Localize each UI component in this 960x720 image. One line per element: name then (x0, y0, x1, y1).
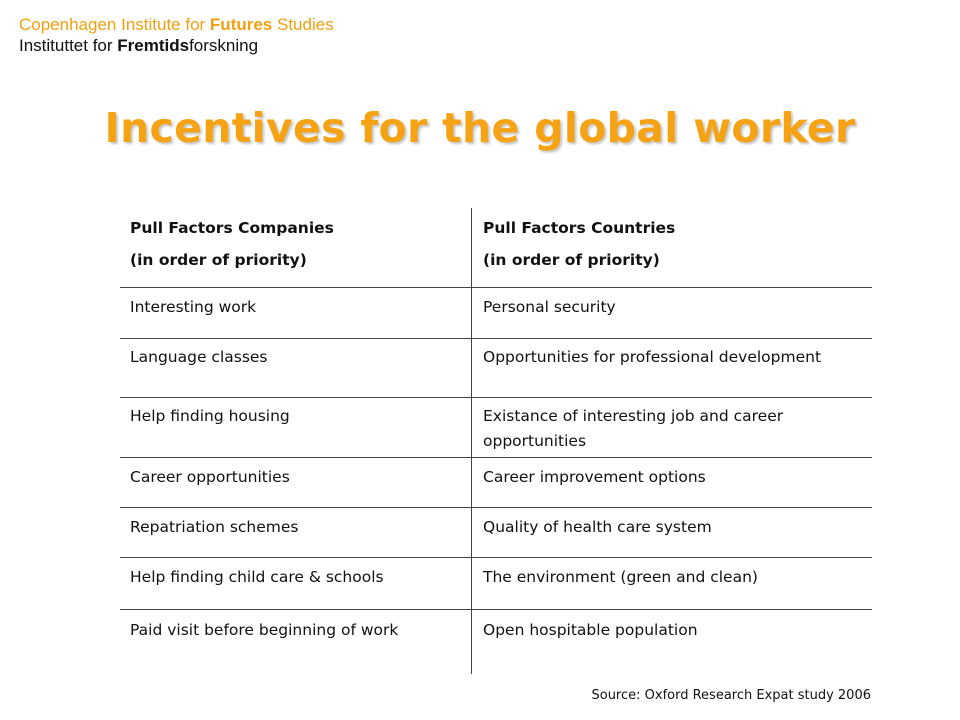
column-divider (471, 208, 472, 674)
table-cell-country: Career improvement options (483, 468, 706, 486)
organization-header (19, 14, 334, 56)
table-cell-country: Open hospitable population (483, 621, 698, 639)
org-da-bold: Fremtids (117, 36, 190, 55)
table-cell-company: Language classes (130, 348, 268, 366)
header-companies-subtitle: (in order of priority) (130, 251, 307, 269)
table-cell-company: Interesting work (130, 298, 257, 316)
org-name-english (19, 14, 334, 35)
header-companies (130, 212, 465, 276)
table-cell-company: Repatriation schemes (130, 518, 299, 536)
pull-factors-table (120, 208, 872, 674)
org-da-suffix: forskning (189, 36, 259, 55)
table-cell-company: Help finding housing (130, 407, 290, 425)
source-citation: Source: Oxford Research Expat study 2006 (591, 688, 871, 703)
org-da-prefix: Instituttet for (19, 36, 118, 55)
table-cell-country: Quality of health care system (483, 518, 712, 536)
header-countries-subtitle: (in order of priority) (483, 251, 660, 269)
row-divider (120, 507, 872, 508)
org-name-danish (19, 35, 334, 56)
row-divider (120, 457, 872, 458)
table-cell-company: Career opportunities (130, 468, 290, 486)
org-en-suffix: Studies (272, 15, 334, 34)
table-cell-company: Help finding child care & schools (130, 568, 384, 586)
table-cell-company: Paid visit before beginning of work (130, 621, 399, 639)
header-countries-title: Pull Factors Countries (483, 219, 676, 237)
table-cell-country: Personal security (483, 298, 616, 316)
row-divider (120, 338, 872, 339)
header-companies-title: Pull Factors Companies (130, 219, 334, 237)
row-divider (120, 609, 872, 610)
org-en-prefix: Copenhagen Institute for (19, 15, 210, 34)
row-divider (120, 557, 872, 558)
header-countries (483, 212, 868, 276)
table-cell-country: Opportunities for professional development (483, 348, 822, 366)
slide-title: Incentives for the global worker (104, 104, 856, 152)
table-cell-country: The environment (green and clean) (483, 568, 758, 586)
row-divider (120, 397, 872, 398)
row-divider (120, 287, 872, 288)
table-cell-country: Existance of interesting job and career opportunities (483, 407, 784, 450)
org-en-bold: Futures (209, 15, 273, 34)
